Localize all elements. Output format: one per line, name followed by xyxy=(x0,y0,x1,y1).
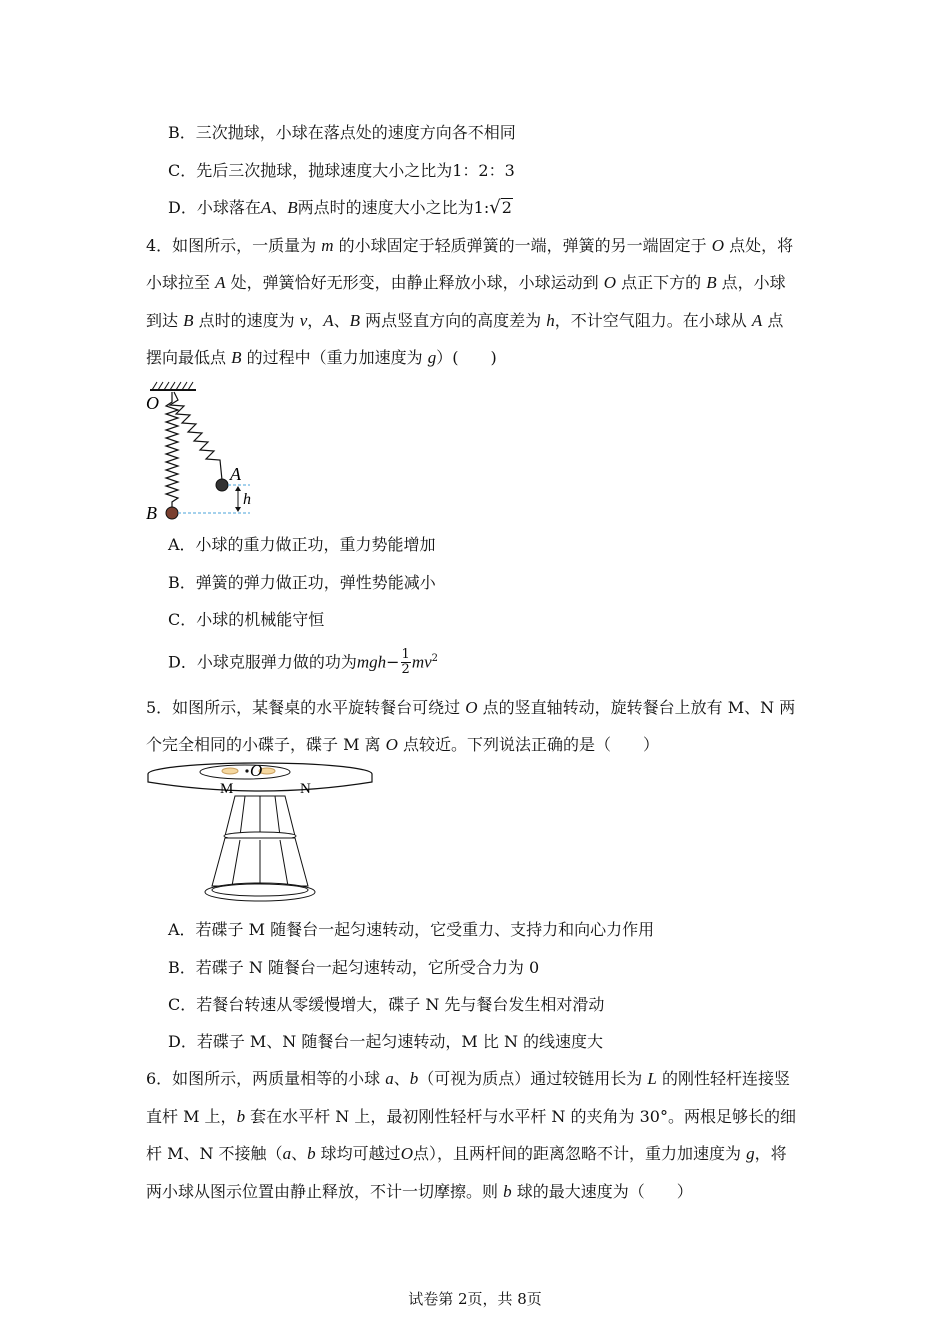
ball-b xyxy=(166,507,178,519)
q4-stem-line-1: 4．如图所示，一质量为 m 的小球固定于轻质弹簧的一端，弹簧的另一端固定于 O 点处，将 xyxy=(146,236,794,255)
q4-spring-figure xyxy=(140,380,270,525)
q3-option-c: C．先后三次抛球，抛球速度大小之比为1：2：3 xyxy=(168,161,515,180)
q4-stem-line-4: 摆向最低点 B 的过程中（重力加速度为 g）( ) xyxy=(146,348,497,367)
q5-stem-line-2: 个完全相同的小碟子，碟子 M 离 O 点较近。下列说法正确的是（ ） xyxy=(146,735,660,754)
center-point xyxy=(245,769,248,772)
label-o: O xyxy=(250,761,263,780)
lazy-susan xyxy=(200,765,290,779)
q4-stem-line-2: 小球拉至 A 处，弹簧恰好无形变，由静止释放小球，小球运动到 O 点正下方的 B 点，小球 xyxy=(146,273,786,292)
q4-option-b: B．弹簧的弹力做正功，弹性势能减小 xyxy=(168,573,436,592)
q5-table-figure xyxy=(140,760,380,910)
base-inner xyxy=(212,884,308,896)
label-b: B xyxy=(146,503,157,523)
q3-option-d: D．小球落在A、B两点时的速度大小之比为1:√2 xyxy=(168,197,512,218)
fraction-one-half: $\frac{1}{2}$ xyxy=(401,647,410,678)
label-a: A xyxy=(230,464,241,484)
label-h: h xyxy=(243,491,251,508)
q5-option-c: C．若餐台转速从零缓慢增大，碟子 N 先与餐台发生相对滑动 xyxy=(168,995,605,1014)
q5-option-a: A．若碟子 M 随餐台一起匀速转动，它受重力、支持力和向心力作用 xyxy=(168,920,655,939)
q6-stem-line-3: 杆 M、N 不接触（a、b 球均可越过O点），且两杆间的距离忽略不计，重力加速度为 g，将 xyxy=(146,1144,787,1163)
spring-vertical xyxy=(166,392,178,508)
q4-option-d: D．小球克服弹力做的功为mgh− $\frac{1}{2}$ $mv^2$ xyxy=(168,647,439,678)
q4-option-a: A．小球的重力做正功，重力势能增加 xyxy=(168,535,436,554)
dish-m xyxy=(222,768,238,774)
q6-stem-line-1: 6．如图所示，两质量相等的小球 a、b（可视为质点）通过较链用长为 L 的刚性轻杆连接竖 xyxy=(146,1069,790,1088)
ceiling-hatch xyxy=(152,382,193,390)
q4-option-c: C．小球的机械能守恒 xyxy=(168,610,325,629)
q6-stem-line-4: 两小球从图示位置由静止释放，不计一切摩擦。则 b 球的最大速度为（ ） xyxy=(146,1182,693,1201)
q5-stem-line-1: 5．如图所示，某餐桌的水平旋转餐台可绕过 O 点的竖直轴转动，旋转餐台上放有 M、N 两 xyxy=(146,698,796,717)
q5-option-d: D．若碟子 M、N 随餐台一起匀速转动，M 比 N 的线速度大 xyxy=(168,1032,604,1051)
label-m: M xyxy=(220,781,234,797)
q6-stem-line-2: 直杆 M 上，b 套在水平杆 N 上，最初刚性轻杆与水平杆 N 的夹角为 30°。两根足够长的细 xyxy=(146,1107,796,1126)
page-footer: 试卷第 2页，共 8页 xyxy=(408,1290,542,1308)
q3-option-b: B．三次抛球，小球在落点处的速度方向各不相同 xyxy=(168,123,516,142)
label-n: N xyxy=(300,781,311,797)
spring-slanted xyxy=(170,392,222,480)
ball-a xyxy=(216,479,228,491)
q4-stem-line-3: 到达 B 点时的速度为 v，A、B 两点竖直方向的高度差为 h，不计空气阻力。在小球从 A 点 xyxy=(146,311,784,330)
q5-option-b: B．若碟子 N 随餐台一起匀速转动，它所受合力为 0 xyxy=(168,958,540,977)
label-o: O xyxy=(146,393,159,413)
